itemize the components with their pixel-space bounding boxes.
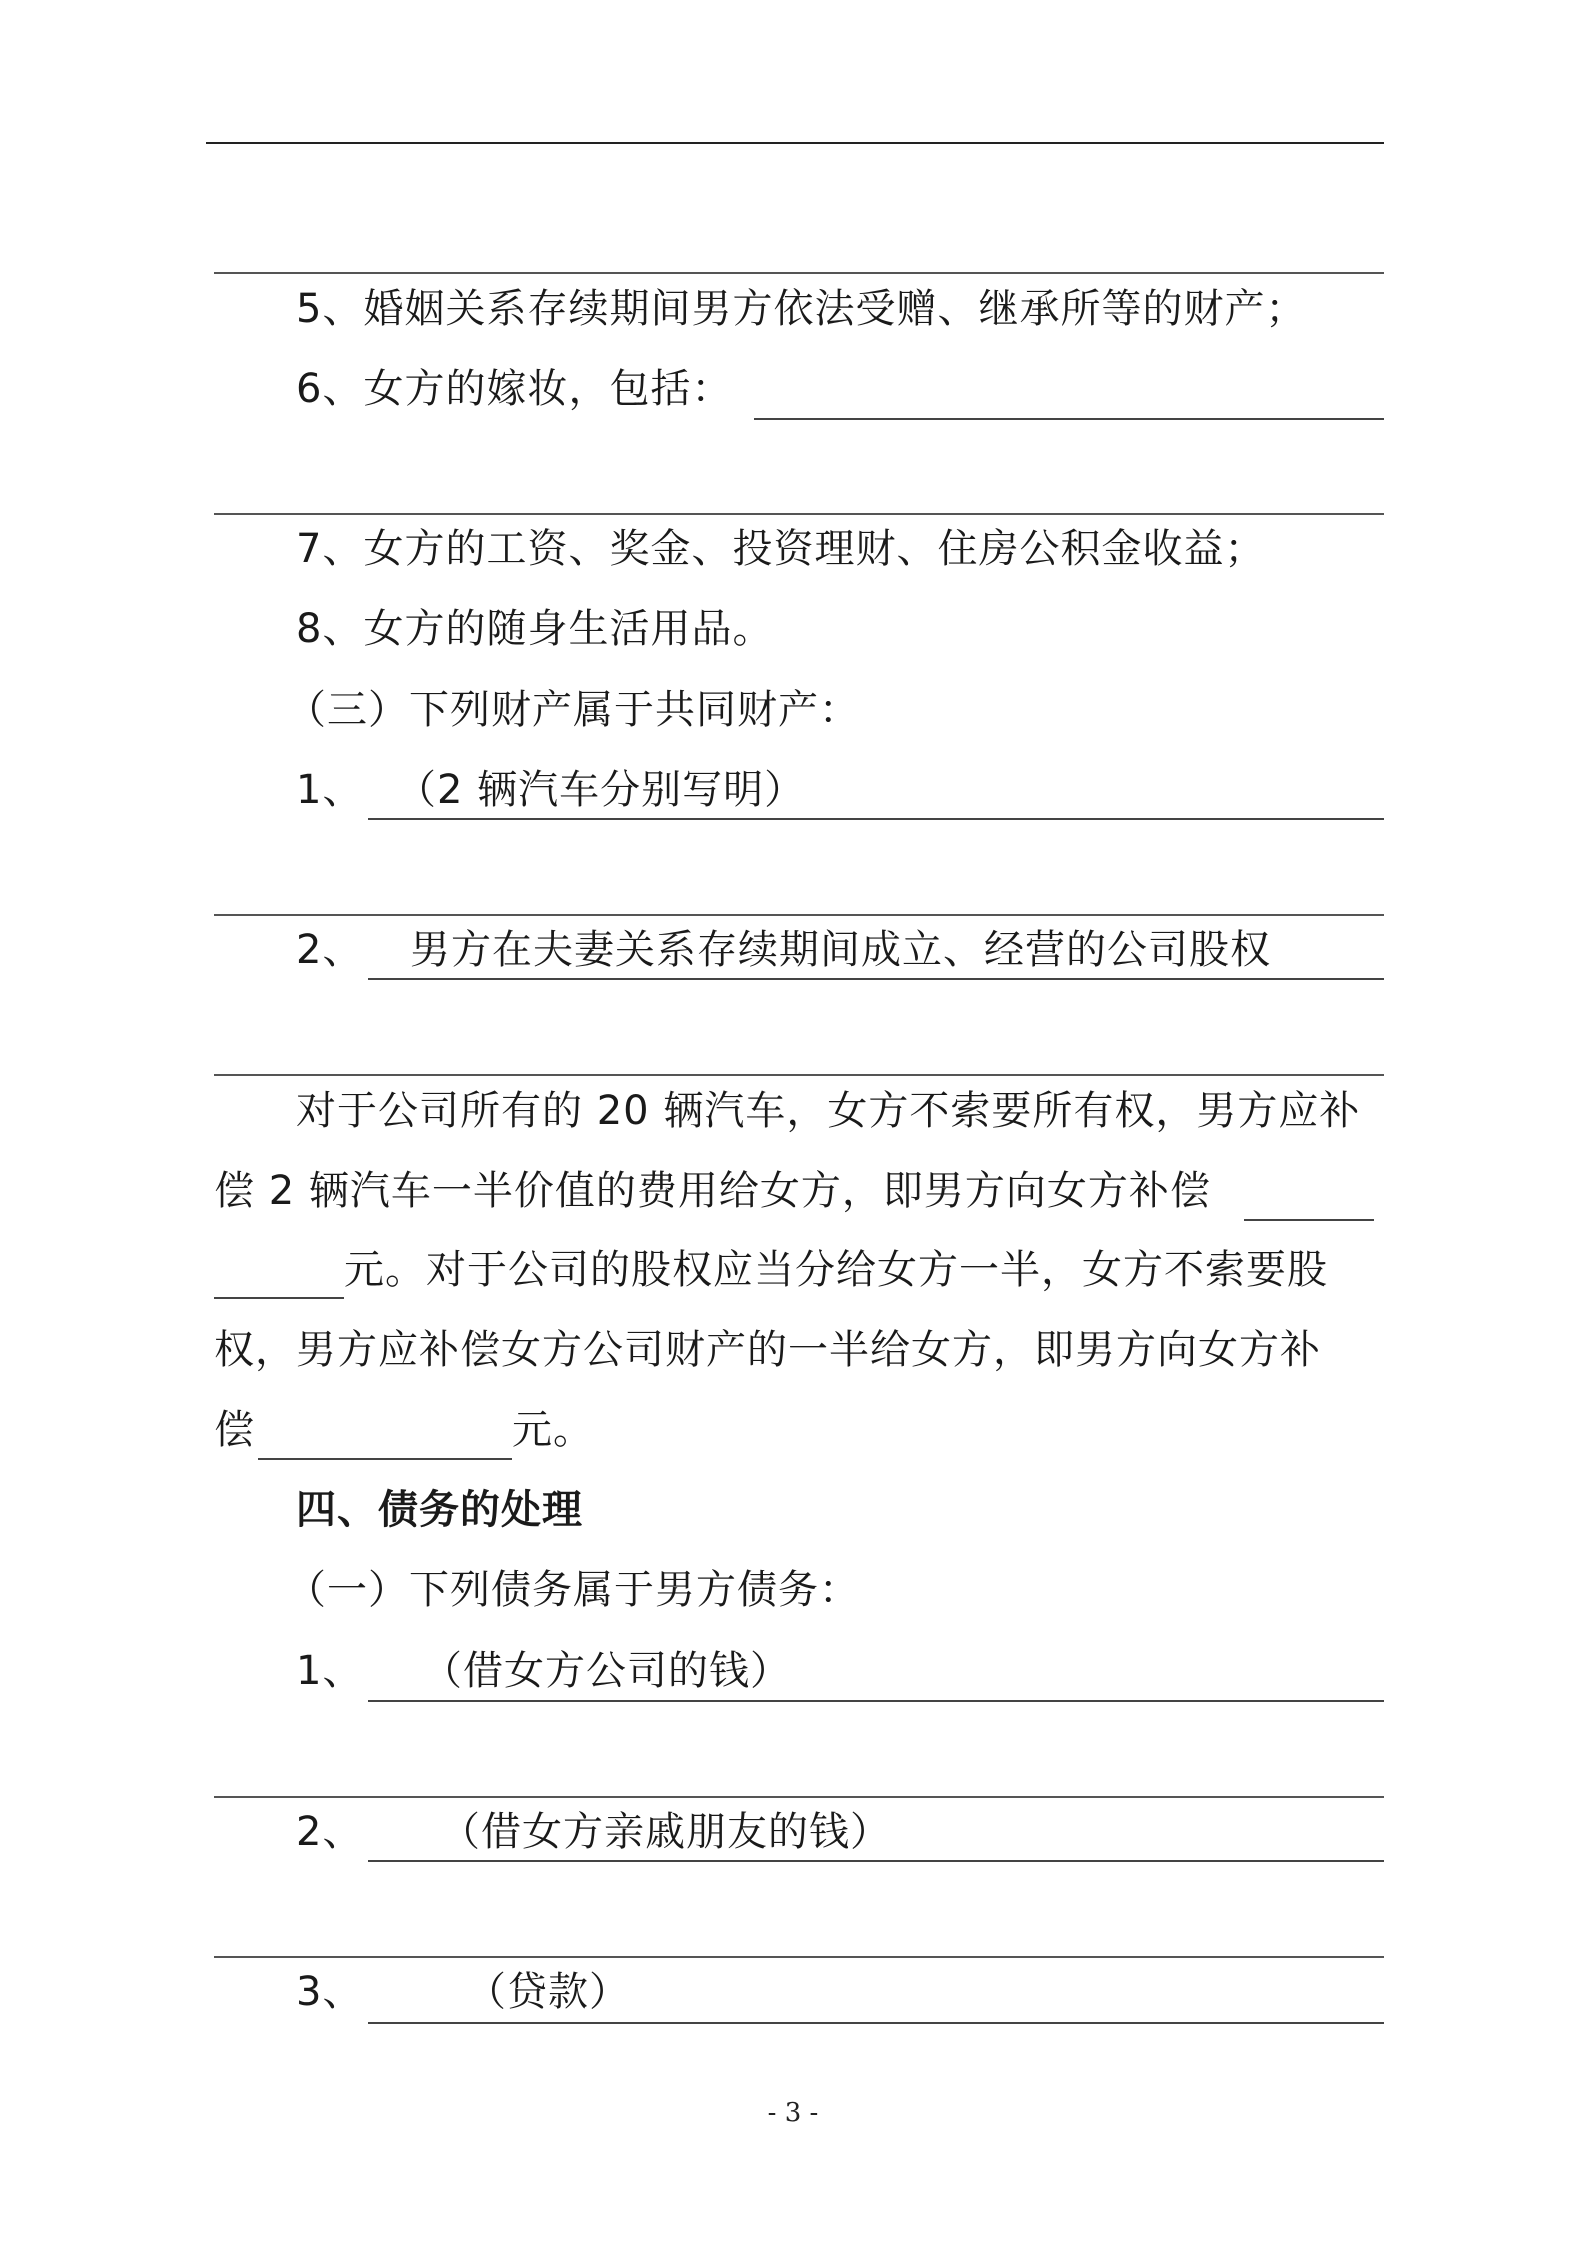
compensation-paragraph-line-3: 元。对于公司的股权应当分给女方一半，女方不索要股 — [344, 1247, 1328, 1293]
blank-fill-line — [214, 1074, 1384, 1076]
debt-item-3-text: （贷款） — [466, 1969, 630, 2015]
joint-item-2-text: 男方在夫妻关系存续期间成立、经营的公司股权 — [410, 927, 1271, 973]
compensation-paragraph-line-1: 对于公司所有的 20 辆汽车，女方不索要所有权，男方应补 — [296, 1088, 1361, 1134]
joint-property-heading: （三）下列财产属于共同财产： — [286, 687, 860, 733]
blank-fill-line — [214, 272, 1384, 274]
debt-item-1-text: （借女方公司的钱） — [422, 1648, 791, 1694]
debt-item-1-fill-line — [368, 1700, 1384, 1702]
blank-fill-line — [214, 1956, 1384, 1958]
property-item-7: 7、女方的工资、奖金、投资理财、住房公积金收益； — [296, 526, 1266, 572]
joint-item-2-number: 2、 — [296, 927, 364, 973]
dowry-fill-line — [754, 418, 1384, 420]
property-item-6: 6、女方的嫁妆，包括： — [296, 366, 733, 412]
debt-section-heading: 四、债务的处理 — [296, 1487, 583, 1533]
male-debt-subheading: （一）下列债务属于男方债务： — [286, 1567, 860, 1613]
equity-compensation-amount-blank — [258, 1458, 512, 1460]
debt-item-2-text: （借女方亲戚朋友的钱） — [440, 1809, 891, 1855]
joint-item-1-number: 1、 — [296, 767, 364, 813]
blank-fill-line — [214, 914, 1384, 916]
debt-item-2-number: 2、 — [296, 1809, 364, 1855]
joint-item-1-text: （2 辆汽车分别写明） — [396, 767, 806, 813]
debt-item-3-fill-line — [368, 2022, 1384, 2024]
property-item-8: 8、女方的随身生活用品。 — [296, 606, 774, 652]
debt-item-1-number: 1、 — [296, 1648, 364, 1694]
compensation-paragraph-line-5-end: 元。 — [512, 1407, 594, 1453]
blank-fill-line — [214, 1796, 1384, 1798]
joint-item-2-fill-line — [368, 978, 1384, 980]
page-number: - 3 - — [767, 2098, 819, 2128]
header-rule — [206, 142, 1384, 144]
compensation-paragraph-line-4: 权，男方应补偿女方公司财产的一半给女方，即男方向女方补 — [214, 1327, 1321, 1373]
property-item-5: 5、婚姻关系存续期间男方依法受赠、继承所等的财产； — [296, 286, 1307, 332]
joint-item-1-fill-line — [368, 818, 1384, 820]
compensation-paragraph-line-5-start: 偿 — [214, 1407, 255, 1453]
blank-fill-line — [214, 513, 1384, 515]
car-compensation-amount-blank-cont — [214, 1297, 344, 1299]
debt-item-2-fill-line — [368, 1860, 1384, 1862]
car-compensation-amount-blank — [1244, 1219, 1374, 1221]
compensation-paragraph-line-2: 偿 2 辆汽车一半价值的费用给女方，即男方向女方补偿 — [214, 1168, 1211, 1214]
debt-item-3-number: 3、 — [296, 1969, 364, 2015]
